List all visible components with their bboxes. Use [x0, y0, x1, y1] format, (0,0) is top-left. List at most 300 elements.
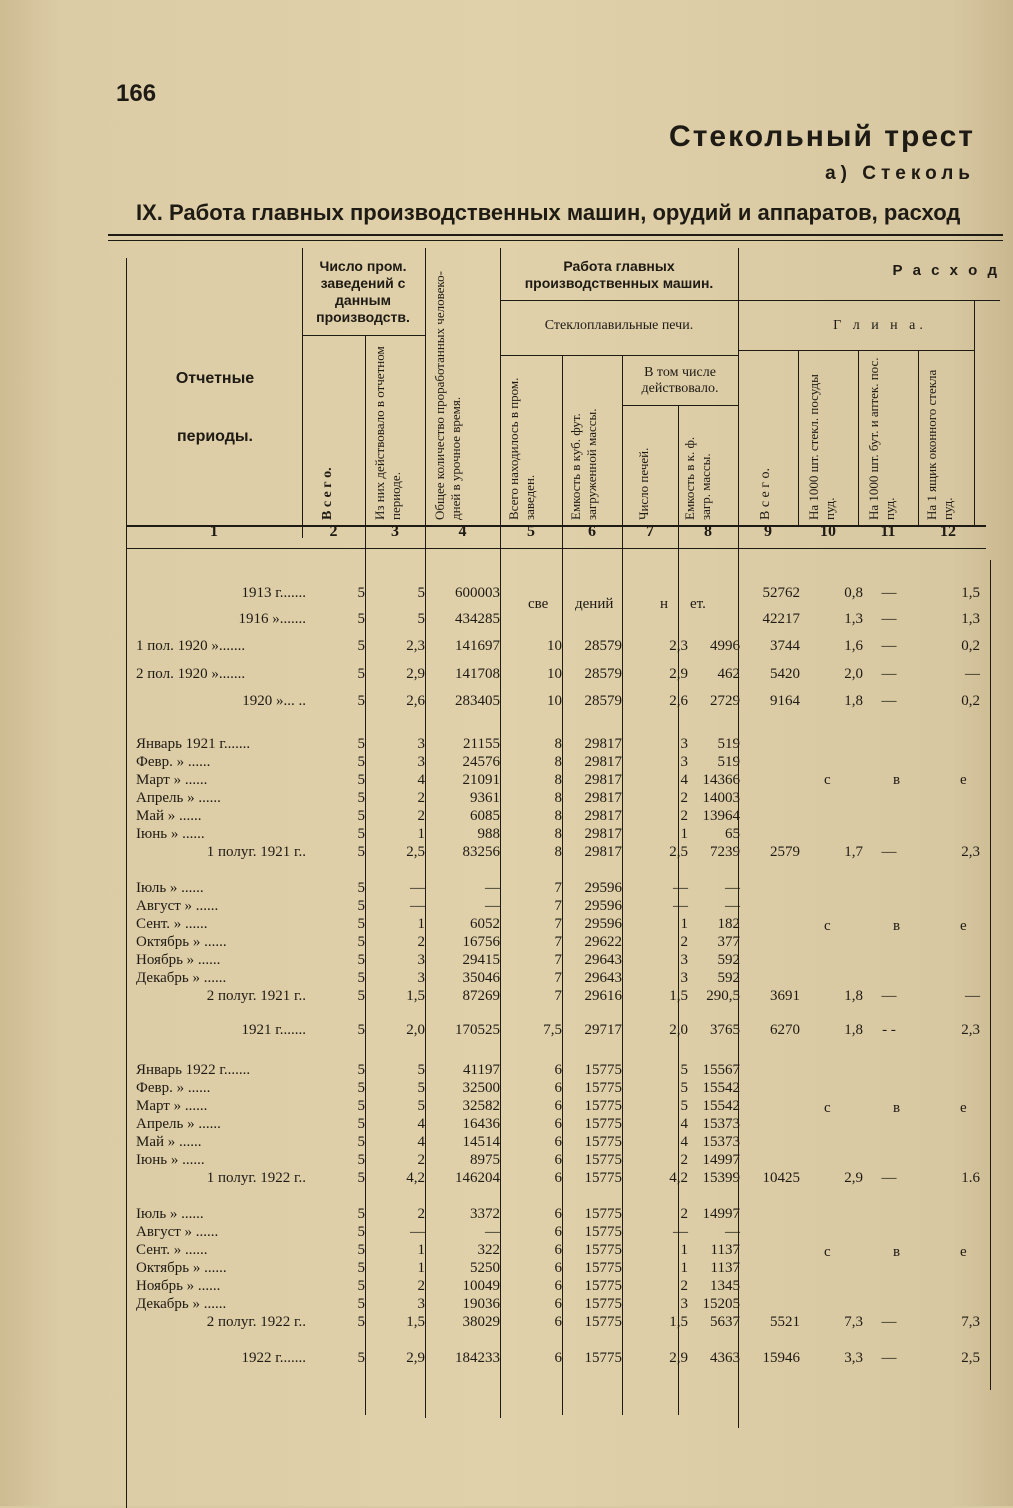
cell-c6: 28579	[584, 693, 622, 709]
header-capacity: Емкость в куб. фут. загруженной массы.	[568, 408, 599, 520]
cell-c7: 2,6	[669, 693, 688, 709]
table-row	[0, 1206, 1013, 1224]
row-label: Ноябрь » ......	[136, 1278, 221, 1294]
row-label: Іюль » ......	[136, 880, 204, 896]
cell-c8: 14997	[702, 1152, 740, 1168]
merged-note: с	[824, 918, 831, 934]
cell-c3: 2	[417, 1152, 425, 1168]
cell-c3: 3	[417, 970, 425, 986]
header-clay-total: В с е г о.	[758, 467, 773, 520]
cell-c6: 29596	[584, 898, 622, 914]
cell-c4: 32582	[462, 1098, 500, 1114]
cell-c2: 5	[357, 1224, 365, 1240]
cell-c5: 7	[554, 898, 562, 914]
header-man-days: Общее количество проработанных человеко-дней в урочное время.	[432, 271, 463, 520]
cell-c12: 2,3	[961, 1022, 980, 1038]
cell-c4: 10049	[462, 1278, 500, 1294]
cell-c5: 6	[554, 1350, 562, 1366]
cell-c11: —	[881, 1350, 897, 1366]
cell-c8: 377	[717, 934, 740, 950]
cell-c2: 5	[357, 826, 365, 842]
cell-c5: 7	[554, 988, 562, 1004]
cell-c12: 1,5	[961, 585, 980, 601]
cell-c7: 2,9	[669, 1350, 688, 1366]
cell-c3: 2	[417, 790, 425, 806]
cell-c8: 592	[717, 952, 740, 968]
cell-c12: —	[965, 666, 980, 682]
cell-c6: 15775	[584, 1206, 622, 1222]
cell-c9: 9164	[770, 693, 800, 709]
table-row	[0, 1134, 1013, 1152]
cell-c4: 41197	[463, 1062, 500, 1078]
cell-c6: 15775	[584, 1134, 622, 1150]
cell-c2: 5	[357, 585, 365, 601]
cell-c5: 6	[554, 1152, 562, 1168]
cell-c3: 1	[417, 916, 425, 932]
cell-c3: 1,5	[406, 1314, 425, 1330]
cell-c8: 3765	[710, 1022, 740, 1038]
cell-c3: —	[410, 898, 425, 914]
cell-c5: 10	[547, 638, 562, 654]
merged-note: с	[824, 1100, 831, 1116]
no-data-note: н	[660, 596, 669, 612]
cell-c12: 0,2	[961, 638, 980, 654]
row-label: Февр. » ......	[136, 754, 211, 770]
cell-c7: 4	[680, 1134, 688, 1150]
cell-c11: —	[881, 1170, 897, 1186]
cell-c6: 29817	[584, 736, 622, 752]
cell-c7: 2	[680, 790, 688, 806]
cell-c7: 2,5	[669, 844, 688, 860]
cell-c5: 6	[554, 1062, 562, 1078]
cell-c5: 6	[554, 1296, 562, 1312]
cell-c2: 5	[357, 1098, 365, 1114]
cell-c12: —	[965, 988, 980, 1004]
cell-c7: 3	[680, 754, 688, 770]
col-number: 1	[210, 523, 218, 540]
cell-c3: 1	[417, 826, 425, 842]
cell-c3: 3	[417, 952, 425, 968]
cell-c2: 5	[357, 1134, 365, 1150]
cell-c5: 7	[554, 952, 562, 968]
cell-c6: 29643	[584, 952, 622, 968]
cell-c10: 3,3	[844, 1350, 863, 1366]
cell-c5: 7	[554, 916, 562, 932]
cell-c9: 5420	[770, 666, 800, 682]
cell-c8: 14366	[702, 772, 740, 788]
table-row	[0, 790, 1013, 808]
cell-c4: 29415	[462, 952, 500, 968]
cell-c8: —	[725, 880, 740, 896]
cell-c2: 5	[357, 693, 365, 709]
cell-c5: 8	[554, 844, 562, 860]
header-furnaces: Стеклоплавильные печи.	[544, 318, 694, 333]
cell-c8: 182	[717, 916, 740, 932]
row-label: Май » ......	[136, 1134, 202, 1150]
cell-c7: 1,5	[669, 988, 688, 1004]
cell-c11: —	[881, 693, 897, 709]
table-row	[0, 1350, 1013, 1368]
cell-c6: 15775	[584, 1062, 622, 1078]
table-row	[0, 880, 1013, 898]
cell-c7: 3	[680, 952, 688, 968]
table-row	[0, 1152, 1013, 1170]
merged-note: е	[960, 918, 967, 934]
table-row	[0, 611, 1013, 629]
table-row	[0, 1170, 1013, 1188]
cell-c12: 7,3	[961, 1314, 980, 1330]
table-row	[0, 1314, 1013, 1332]
cell-c3: 2	[417, 934, 425, 950]
table-row	[0, 736, 1013, 754]
cell-c7: 1	[680, 916, 688, 932]
cell-c3: 4	[417, 1116, 425, 1132]
cell-c3: 1	[417, 1260, 425, 1276]
cell-c8: 1137	[710, 1260, 740, 1276]
cell-c5: 6	[554, 1134, 562, 1150]
col-number: 6	[588, 523, 596, 540]
header-furnaces-total: Всего находилось в пром. заведен.	[506, 377, 537, 520]
cell-c7: 2,0	[669, 1022, 688, 1038]
row-label: Іюнь » ......	[136, 1152, 205, 1168]
cell-c2: 5	[357, 1022, 365, 1038]
cell-c4: 3372	[470, 1206, 500, 1222]
cell-c6: 29643	[584, 970, 622, 986]
cell-c2: 5	[357, 1206, 365, 1222]
cell-c8: 592	[717, 970, 740, 986]
cell-c2: 5	[357, 1080, 365, 1096]
header-establishments: Число пром. заведений с данным производств.	[316, 258, 410, 325]
cell-c7: 2	[680, 808, 688, 824]
cell-c4: 16436	[462, 1116, 500, 1132]
cell-c7: 2,9	[669, 666, 688, 682]
cell-c2: 5	[357, 736, 365, 752]
col-number: 4	[458, 523, 467, 540]
cell-c4: 87269	[462, 988, 500, 1004]
table-row	[0, 1260, 1013, 1278]
row-label: Март » ......	[136, 772, 208, 788]
cell-c3: 2	[417, 808, 425, 824]
cell-c7: 3	[680, 736, 688, 752]
row-label: Іюль » ......	[136, 1206, 204, 1222]
cell-c8: 5637	[710, 1314, 740, 1330]
row-label: 1920 »... ..	[242, 693, 306, 709]
cell-c10: 1,6	[844, 638, 863, 654]
cell-c2: 5	[357, 880, 365, 896]
cell-c4: 21155	[463, 736, 500, 752]
page-number: 166	[116, 80, 157, 107]
cell-c3: 4	[417, 1134, 425, 1150]
table-row	[0, 952, 1013, 970]
cell-c8: 462	[717, 666, 740, 682]
cell-c3: 2	[417, 1206, 425, 1222]
table-row	[0, 754, 1013, 772]
table-row	[0, 638, 1013, 656]
cell-c8: 14003	[702, 790, 740, 806]
cell-c6: 15775	[584, 1224, 622, 1240]
cell-c10: 1,3	[844, 611, 863, 627]
cell-c6: 29817	[584, 826, 622, 842]
header-per-1000-dishes: На 1000 шт. стекл. посуды пуд.	[806, 374, 837, 520]
cell-c12: 1.6	[961, 1170, 980, 1186]
cell-c2: 5	[357, 934, 365, 950]
cell-c3: 4,2	[406, 1170, 425, 1186]
cell-c10: 1,7	[844, 844, 863, 860]
cell-c12: 2,3	[961, 844, 980, 860]
cell-c5: 8	[554, 754, 562, 770]
cell-c6: 15775	[584, 1152, 622, 1168]
cell-c2: 5	[357, 1116, 365, 1132]
cell-c9: 6270	[770, 1022, 800, 1038]
cell-c7: 2,3	[669, 638, 688, 654]
cell-c8: 519	[717, 736, 740, 752]
row-label: 1913 г.......	[241, 585, 306, 601]
table-row	[0, 585, 1013, 603]
cell-c8: 65	[725, 826, 740, 842]
cell-c9: 5521	[770, 1314, 800, 1330]
cell-c4: 141697	[455, 638, 500, 654]
merged-note: в	[893, 1100, 901, 1116]
cell-c5: 6	[554, 1314, 562, 1330]
cell-c3: 2,9	[406, 666, 425, 682]
row-label: Февр. » ......	[136, 1080, 211, 1096]
cell-c7: 2	[680, 1152, 688, 1168]
cell-c7: 1	[680, 826, 688, 842]
cell-c6: 29596	[584, 880, 622, 896]
cell-c4: 6052	[470, 916, 500, 932]
header-of-which: В том числе действовало.	[641, 365, 719, 396]
cell-c4: 146204	[455, 1170, 500, 1186]
row-label: 1916 ».......	[238, 611, 306, 627]
cell-c4: 16756	[462, 934, 500, 950]
cell-c4: —	[485, 880, 500, 896]
cell-c8: 2729	[710, 693, 740, 709]
top-rule-thin	[108, 240, 1003, 241]
cell-c2: 5	[357, 1260, 365, 1276]
header-clay: Г л и н а.	[833, 318, 927, 333]
cell-c4: 14514	[462, 1134, 500, 1150]
cell-c3: 2,5	[406, 844, 425, 860]
cell-c7: 1	[680, 1242, 688, 1258]
cell-c4: —	[485, 898, 500, 914]
row-label: Іюнь » ......	[136, 826, 205, 842]
cell-c7: —	[673, 880, 688, 896]
header-total: В с е г о.	[320, 467, 335, 520]
row-label: Октябрь » ......	[136, 1260, 227, 1276]
cell-c7: 5	[680, 1080, 688, 1096]
cell-c7: —	[673, 1224, 688, 1240]
cell-c8: 13964	[702, 808, 740, 824]
cell-c8: 15373	[702, 1116, 740, 1132]
merged-note: в	[893, 918, 901, 934]
table-row	[0, 1296, 1013, 1314]
cell-c8: 1137	[710, 1242, 740, 1258]
cell-c6: 29622	[584, 934, 622, 950]
cell-c6: 15775	[584, 1350, 622, 1366]
cell-c2: 5	[357, 1170, 365, 1186]
table-row	[0, 988, 1013, 1006]
col-number: 2	[329, 523, 338, 540]
page-title: Стекольный трест	[669, 120, 975, 153]
table-row	[0, 1098, 1013, 1116]
cell-c8: 290,5	[706, 988, 740, 1004]
cell-c4: 19036	[462, 1296, 500, 1312]
cell-c10: 1,8	[844, 988, 863, 1004]
cell-c5: 8	[554, 736, 562, 752]
cell-c2: 5	[357, 952, 365, 968]
cell-c4: 24576	[462, 754, 500, 770]
cell-c3: 5	[417, 1098, 425, 1114]
cell-c7: 1	[680, 1260, 688, 1276]
cell-c6: 29817	[584, 772, 622, 788]
table-row	[0, 666, 1013, 684]
col-number: 5	[527, 523, 535, 540]
cell-c10: 1,8	[844, 693, 863, 709]
cell-c6: 15775	[584, 1242, 622, 1258]
header-per-box-window: На 1 ящик оконного стекла пуд.	[924, 369, 955, 520]
top-rule	[108, 234, 1003, 236]
merged-note: е	[960, 1100, 967, 1116]
cell-c8: 15399	[702, 1170, 740, 1186]
cell-c3: 5	[417, 611, 425, 627]
table-row	[0, 934, 1013, 952]
col-number: 8	[704, 523, 712, 540]
cell-c4: 600003	[455, 585, 500, 601]
cell-c2: 5	[357, 1314, 365, 1330]
page-subtitle: а) Стеколь	[825, 163, 975, 184]
cell-c8: 519	[717, 754, 740, 770]
cell-c2: 5	[357, 1062, 365, 1078]
row-label: Сент. » ......	[136, 1242, 208, 1258]
cell-c5: 7	[554, 934, 562, 950]
cell-c6: 29616	[584, 988, 622, 1004]
cell-c10: 2,9	[844, 1170, 863, 1186]
cell-c8: 15542	[702, 1080, 740, 1096]
cell-c7: 1,5	[669, 1314, 688, 1330]
col-number: 3	[391, 523, 399, 540]
table-row	[0, 693, 1013, 711]
cell-c6: 15775	[584, 1170, 622, 1186]
cell-c7: 3	[680, 970, 688, 986]
cell-c7: 4,2	[669, 1170, 688, 1186]
cell-c4: 5250	[470, 1260, 500, 1276]
header-num-furnaces: Число печей.	[636, 447, 651, 520]
cell-c4: 8975	[470, 1152, 500, 1168]
cell-c12: 0,2	[961, 693, 980, 709]
row-label: Декабрь » ......	[136, 1296, 227, 1312]
col-number: 7	[646, 523, 654, 540]
cell-c10: 2,0	[844, 666, 863, 682]
cell-c8: 4996	[710, 638, 740, 654]
header-active: Из них действовало в отчетном периоде.	[372, 346, 403, 520]
cell-c9: 15946	[762, 1350, 800, 1366]
cell-c11: —	[881, 988, 897, 1004]
cell-c5: 8	[554, 826, 562, 842]
cell-c3: 5	[417, 1080, 425, 1096]
cell-c12: 1,3	[961, 611, 980, 627]
cell-c2: 5	[357, 844, 365, 860]
cell-c7: 5	[680, 1062, 688, 1078]
cell-c6: 29817	[584, 790, 622, 806]
row-label: Апрель » ......	[136, 1116, 221, 1132]
cell-c8: 4363	[710, 1350, 740, 1366]
row-label: 1 полуг. 1922 г..	[206, 1170, 306, 1186]
header-capacity-active: Емкость в к. ф. загр. массы.	[682, 436, 713, 520]
cell-c6: 15775	[584, 1296, 622, 1312]
cell-c4: 32500	[462, 1080, 500, 1096]
no-data-note: дений	[575, 596, 614, 612]
header-per-1000-bottles: На 1000 шт. бут. и аптек. пос. пуд.	[866, 357, 897, 520]
cell-c11: —	[881, 1314, 897, 1330]
cell-c6: 15775	[584, 1278, 622, 1294]
cell-c3: 2,0	[406, 1022, 425, 1038]
cell-c9: 3691	[770, 988, 800, 1004]
table-row	[0, 898, 1013, 916]
cell-c3: 1	[417, 1242, 425, 1258]
cell-c8: 15373	[702, 1134, 740, 1150]
table-row	[0, 808, 1013, 826]
cell-c2: 5	[357, 988, 365, 1004]
cell-c10: 1,8	[844, 1022, 863, 1038]
cell-c4: 83256	[462, 844, 500, 860]
cell-c3: 3	[417, 754, 425, 770]
cell-c3: 4	[417, 772, 425, 788]
cell-c2: 5	[357, 1296, 365, 1312]
col-number: 12	[940, 523, 956, 540]
cell-c3: 2,6	[406, 693, 425, 709]
cell-c6: 28579	[584, 638, 622, 654]
header-periods: Отчетные периоды.	[175, 370, 255, 445]
table-row	[0, 826, 1013, 844]
cell-c7: 5	[680, 1098, 688, 1114]
table-row	[0, 1116, 1013, 1134]
cell-c3: 2	[417, 1278, 425, 1294]
cell-c11: —	[881, 585, 897, 601]
cell-c3: 1,5	[406, 988, 425, 1004]
cell-c7: 2	[680, 1206, 688, 1222]
table-row	[0, 916, 1013, 934]
cell-c6: 15775	[584, 1116, 622, 1132]
cell-c2: 5	[357, 754, 365, 770]
cell-c6: 15775	[584, 1260, 622, 1276]
row-label: 1 полуг. 1921 г..	[206, 844, 306, 860]
cell-c4: 6085	[470, 808, 500, 824]
table-row	[0, 1022, 1013, 1040]
cell-c5: 6	[554, 1098, 562, 1114]
cell-c2: 5	[357, 611, 365, 627]
cell-c2: 5	[357, 898, 365, 914]
merged-note: в	[893, 1244, 901, 1260]
cell-c4: 35046	[462, 970, 500, 986]
row-label: 2 полуг. 1921 г..	[206, 988, 306, 1004]
row-label: Август » ......	[136, 1224, 219, 1240]
cell-c5: 8	[554, 772, 562, 788]
cell-c2: 5	[357, 790, 365, 806]
cell-c6: 15775	[584, 1098, 622, 1114]
row-label: 2 полуг. 1922 г..	[206, 1314, 306, 1330]
row-label: Январь 1922 г.......	[136, 1062, 251, 1078]
cell-c5: 6	[554, 1170, 562, 1186]
cell-c4: 988	[477, 826, 500, 842]
cell-c11: —	[881, 611, 897, 627]
row-label: Декабрь » ......	[136, 970, 227, 986]
cell-c12: 2,5	[961, 1350, 980, 1366]
cell-c6: 15775	[584, 1314, 622, 1330]
row-label: Август » ......	[136, 898, 219, 914]
cell-c2: 5	[357, 1350, 365, 1366]
table-row	[0, 1224, 1013, 1242]
cell-c3: 5	[417, 1062, 425, 1078]
